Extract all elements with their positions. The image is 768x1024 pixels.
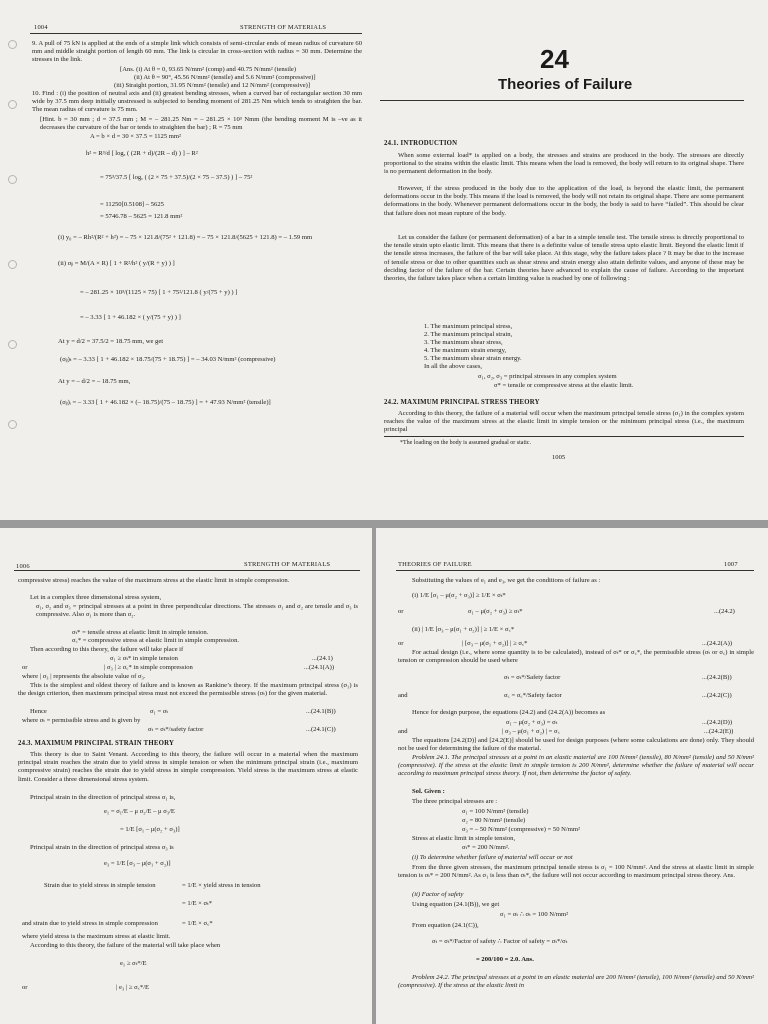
answer: = 200/100 = 2.0. Ans. <box>476 956 534 963</box>
problem-24-2: Problem 24.2. The principal stresses at a point in an elastic material are 200 N/mm² (tensile), 100 N/mm² (tensile) and 50 N/mm² (compressive). If the stress at the elastic limit in <box>398 974 754 990</box>
equation: = 75³/37.5 [ logₑ ( (2 × 75 + 37.5)/(2 × 75 – 37.5) ) ] – 75² <box>100 174 253 181</box>
paragraph: where yield stress is the maximum stress at elastic limit. <box>22 933 171 940</box>
equation: (i) y₀ = – Rh²/(R² + h²) = – 75 × 121.8/(75² + 121.8) = – 75 × 121.8/(5625 + 121.8) = – 1.59 mm <box>58 234 313 241</box>
header-rule <box>30 33 362 34</box>
solution-label: Sol. Given : <box>412 788 445 795</box>
binder-hole <box>8 40 17 49</box>
footnote: *The loading on the body is assumed gradual or static. <box>400 440 531 446</box>
answer-line: (ii) At θ = 90°, 45.56 N/mm² (tensile) and 5.6 N/mm² (compressive)] <box>134 74 316 81</box>
binder-hole <box>8 420 17 429</box>
paragraph: In all the above cases, <box>424 363 483 370</box>
equation: h² = R³/d [ logₑ ( (2R + d)/(2R – d) ) ] – R² <box>86 150 198 157</box>
paragraph: According to this theory, the failure of the material will take place when <box>30 942 221 949</box>
paragraph: Principal strain in the direction of principal stress σ₁ is, <box>30 794 176 801</box>
paragraph: where σₜ = permissible stress and is given by <box>22 717 141 724</box>
paragraph: When some external load* is applied on a body, the stresses and strains are produced in the body. The stresses are directly proportional to the strains within the elastic limit. This means when the load is removed, the body will return to its original shape. There is no permanent deformation in the body. <box>384 152 744 176</box>
equation: σ₁ ≥ σₜ* in simple tension <box>110 655 178 662</box>
paragraph: This theory is due to Saint Venant. According to this theory, the failure will occur in a material when the maximum principal strain reaches the strain due to yield stress in simple tension or when the minimum principal strain (i.e., maximum compressive strain) reaches the strain due to yield stress in simple compression. Yield stress is the maximum stress at elastic limit. Consider a three dimensional stress system. <box>18 751 358 783</box>
equation: | σ₃ – μ(σ₁ + σ₂) | = σ꜀ <box>502 728 560 735</box>
binder-hole <box>8 175 17 184</box>
conjunction: and <box>398 692 408 699</box>
page-number: 1004 <box>34 24 48 31</box>
section-heading: 24.1. INTRODUCTION <box>384 140 458 147</box>
problem-24-1: Problem 24.1. The principal stresses at a point in an elastic material are 100 N/mm² (tensile), 80 N/mm² (tensile) and 50 N/mm² (compressive). If the stress at the elastic limit in simple tension is 200 N/mm², determine whether the failure of material will occur according to maximum principal stress theory. If not, then determine the factor of safety. <box>398 754 754 778</box>
conjunction: or <box>22 664 28 671</box>
running-head: STRENGTH OF MATERIALS <box>240 24 327 31</box>
list-item: 4. The maximum strain energy, <box>424 347 507 354</box>
paragraph: From equation (24.1(C)), <box>412 922 479 929</box>
section-heading: 24.3. MAXIMUM PRINCIPAL STRAIN THEORY <box>18 740 175 747</box>
list-item: 1. The maximum principal stress, <box>424 323 513 330</box>
paragraph: compressive stress) reaches the value of the maximum stress at the elastic limit in simple compression. <box>18 577 290 584</box>
conjunction: and <box>398 728 408 735</box>
equation-number: ...(24.2(B)) <box>702 674 732 681</box>
definition: σ₁, σ₂ and σ₃ = principal stresses at a point in three perpendicular directions. The stresses σ₁ and σ₂ are tensile and σ₃ is compressive. Also σ₁ is more than σ₂. <box>36 603 358 619</box>
chapter-title: Theories of Failure <box>498 76 633 93</box>
equation-number: ...(24.2(D)) <box>702 719 733 726</box>
equation: | σ₃ | ≥ σ꜀* in simple compression <box>104 664 193 671</box>
equation-number: ...(24.2(C)) <box>702 692 732 699</box>
chapter-rule <box>380 100 744 101</box>
answer-line: [Ans. (i) At θ = 0, 93.65 N/mm² (comp) and 40.75 N/mm² (tensile) <box>120 66 297 73</box>
equation: σ₂ = 80 N/mm² (tensile) <box>462 817 526 824</box>
section-heading: 24.2. MAXIMUM PRINCIPAL STRESS THEORY <box>384 399 540 406</box>
header-rule <box>14 570 360 571</box>
equation: | e₃ | ≥ σ꜀*/E <box>116 984 150 991</box>
equation: At y = d/2 = 37.5/2 = 18.75 mm, we get <box>58 338 164 345</box>
equation: (σᵦ)ᵢ = – 3.33 [ 1 + 46.182 × (– 18.75)/(75 – 18.75) ] = + 47.93 N/mm² (tensile)] <box>60 399 271 406</box>
equation: σ₁ – μ(σ₂ + σ₃) ≥ σₜ* <box>468 608 523 615</box>
definition: σ꜀* = compressive stress at elastic limit in simple compression. <box>72 637 240 644</box>
equation: σ꜀ = σ꜀*/Safety factor <box>504 692 562 699</box>
equation-number: ...(24.1) <box>312 655 333 662</box>
page-1006 <box>0 528 372 1024</box>
paragraph: Principal strain in the direction of principal stress σ₃ is <box>30 844 174 851</box>
paragraph: Using equation (24.1(B)), we get <box>412 901 500 908</box>
equation: σ₁ = σₜ ∴ σₜ = 100 N/mm² <box>500 911 569 918</box>
equation: σₜ = σₜ*/Factor of safety ∴ Factor of safety = σₜ*/σₜ <box>432 938 568 945</box>
subheading: (ii) Factor of safety <box>412 891 464 898</box>
problem-10: 10. Find : (i) the position of neutral axis and (ii) greatest bending stresses, when a curved bar of rectangular section 30 mm wide by 37.5 mm deep initially unstressed is subjected to bending moment of 281.25 Nm which tends to straighten the bar. The mean radius of curvature is 75 mm. <box>32 90 362 114</box>
equation: σ₁ – μ(σ₂ + σ₃) = σₜ <box>506 719 558 726</box>
equation: e₃ = 1/E [σ₃ – μ(σ₁ + σ₂)] <box>104 860 171 867</box>
equation: = 1/E [σ₁ – μ(σ₂ + σ₃)] <box>120 826 180 833</box>
equation-number: ...(24.2(A)) <box>702 640 733 647</box>
equation-number: ...(24.2(E)) <box>704 728 734 735</box>
paragraph: and strain due to yield stress in simple compression <box>22 920 158 927</box>
page-number: 1006 <box>16 563 30 570</box>
word: Hence <box>30 708 47 715</box>
paragraph: However, if the stress produced in the body due to the application of the load, is beyond the elastic limit, the permanent deformations occur in the body. This means if the load is removed, the body will not retain its original shape. There are some permanent deformations in the body. Whenever permanent deformations occur in the body, the body is said to have “failed”. This should be clear that failure does not mean rupture of the body. <box>384 185 744 217</box>
equation: = – 281.25 × 10³/(1125 × 75) [ 1 + 75²/121.8 ( y/(75 + y) ) ] <box>80 289 238 296</box>
binder-hole <box>8 340 17 349</box>
paragraph: Then according to this theory, the failure will take place if <box>30 646 184 653</box>
paragraph: Let in a complex three dimensional stress system, <box>30 594 162 601</box>
equation: σₜ* = 200 N/mm². <box>462 844 510 851</box>
paragraph: According to this theory, the failure of a material will occur when the maximum principal tensile stress (σ₁) in the complex system reaches the value of the maximum stress at the elastic limit in simple tension or the minimum principal stress (i.e., the maximum principal <box>384 410 744 434</box>
equation: σ₁ = σₜ <box>150 708 169 715</box>
running-head: THEORIES OF FAILURE <box>398 561 472 568</box>
list-item: 5. The maximum shear strain energy. <box>424 355 522 362</box>
equation: At y = – d/2 = – 18.75 mm, <box>58 378 131 385</box>
equation-number: ...(24.1(B)) <box>306 708 336 715</box>
equation: σ* = tensile or compressive stress at the elastic limit. <box>494 382 634 389</box>
paragraph: This is the simplest and oldest theory of failure and is known as Rankine’s theory. If the maximum principal stress (σ₁) is the design criterion, then maximum principal stress must not exceed the permissible stress (σₜ) for the given material. <box>18 682 358 698</box>
paragraph: The equations [24.2(D)] and [24.2(E)] should be used for design purposes (where some calculations are done) only. They should not be used for determining the failure of the material. <box>398 737 754 753</box>
paragraph: For actual design (i.e., where some quantity is to be calculated), instead of σₜ* or σ꜀*, the permissible stress (σₜ or σ꜀) in simple tension or compression should be used where <box>398 649 754 665</box>
equation: σₜ = σₜ*/Safety factor <box>504 674 561 681</box>
equation: σ₁, σ₂, σ₃ = principal stresses in any complex system <box>478 373 617 380</box>
equation: σ₃ = – 50 N/mm² (compressive) = 50 N/mm² <box>462 826 580 833</box>
paragraph: The three principal stresses are : <box>412 798 498 805</box>
subheading: (i) To determine whether failure of material will occur or not <box>412 854 573 861</box>
page-number: 1007 <box>724 561 738 568</box>
problem-9: 9. A pull of 75 kN is applied at the ends of a simple link which consists of semi-circular ends of mean radius of curvature 60 mm and middle straight portion of length 60 mm. The link is circular in cross-section with radius = 30 mm. Determine the stresses in the link. <box>32 40 362 64</box>
header-rule <box>396 570 754 571</box>
conjunction: or <box>22 984 28 991</box>
equation: (ii) | 1/E [σ₃ – μ(σ₁ + σ₂)] | ≥ 1/E × σ꜀* <box>412 626 515 633</box>
equation-number: ...(24.1(A)) <box>304 664 335 671</box>
paragraph: Strain due to yield stress in simple tension <box>44 882 156 889</box>
equation: σ₁ = 100 N/mm² (tensile) <box>462 808 529 815</box>
equation: (σᵦ)ₜ = – 3.33 [ 1 + 46.182 × 18.75/(75 + 18.75) ] = – 34.03 N/mm² (compressive) <box>60 356 276 363</box>
definition: σₜ* = tensile stress at elastic limit in simple tension. <box>72 629 209 636</box>
equation: (ii) σᵦ = M/(A × R) [ 1 + R²/h² ( y/(R + y) ) ] <box>58 260 175 267</box>
equation: e₁ ≥ σₜ*/E <box>120 960 147 967</box>
chapter-number: 24 <box>540 44 569 74</box>
equation-number: ...(24.2) <box>714 608 735 615</box>
conjunction: or <box>398 640 404 647</box>
equation: e₁ = σ₁/E – μ σ₂/E – μ σ₃/E <box>104 808 175 815</box>
hint: [Hint. b = 30 mm ; d = 37.5 mm ; M = – 281.25 Nm = – 281.25 × 10³ Nmm (the bending moment M is –ve as it decreases the curvature of the bar or tends to straighten the bar) ; R = 75 mm <box>40 116 362 132</box>
paragraph: Stress at elastic limit in simple tension, <box>412 835 516 842</box>
equation: = 5746.78 – 5625 = 121.8 mm² <box>100 213 183 220</box>
equation: | [σ₃ – μ(σ₁ + σ₂)] | ≥ σ꜀* <box>462 640 528 647</box>
equation: = – 3.33 [ 1 + 46.182 × ( y/(75 + y) ) ] <box>80 314 181 321</box>
running-head: STRENGTH OF MATERIALS <box>244 561 331 568</box>
equation: = 1/E × σₜ* <box>182 900 213 907</box>
page-1007 <box>376 528 768 1024</box>
equation: (i) 1/E [σ₁ – μ(σ₂ + σ₃)] ≥ 1/E × σₜ* <box>412 592 506 599</box>
equation: = 1/E × yield stress in tension <box>182 882 261 889</box>
page-number: 1005 <box>552 454 566 461</box>
footnote-rule <box>384 436 744 437</box>
equation: σₜ = σₜ*/safety factor <box>148 726 204 733</box>
equation: = 11250[0.5108] – 5625 <box>100 201 164 208</box>
conjunction: or <box>398 608 404 615</box>
answer-line: (iii) Straight portion, 31.95 N/mm² (tensile) and 12 N/mm² (compressive)] <box>114 82 311 89</box>
binder-hole <box>8 100 17 109</box>
paragraph: Hence for design purpose, the equations (24.2) and (24.2(A)) becomes as <box>412 709 606 716</box>
equation: A = b × d = 30 × 37.5 = 1125 mm² <box>90 133 182 140</box>
equation-number: ...(24.1(C)) <box>306 726 336 733</box>
list-item: 2. The maximum principal strain, <box>424 331 513 338</box>
equation: = 1/E × σ꜀* <box>182 920 213 927</box>
paragraph: Let us consider the failure (or permanent deformation) of a bar in a simple tensile test. The tensile stress is directly proportional to the tensile strain upto elastic limit. This means that there is a definite value of tensile stress upto elastic limit. Beyond the elastic limit if the tensile stress increases, the failure of the bar will take place. At this stage, why the failure takes place ? It may be due to the increase of tensile stress or due to other quantities such as shear stress and strain energy also attain definite values, and anyone of these may be deciding factor of the failure of the bar. Certain theories have advanced to explain the cause of failure. According to the important theories, the failure takes place when a certain limiting value is reached by one of following : <box>384 234 744 283</box>
list-item: 3. The maximum shear stress, <box>424 339 503 346</box>
binder-hole <box>8 260 17 269</box>
paragraph: Substituting the values of e₁ and e₃, we get the conditions of failure as : <box>412 577 601 584</box>
paragraph: From the three given stresses, the maximum principal tensile stress is σ₁ = 100 N/mm². And the stress at elastic limit in simple tension is σₜ* = 200 N/mm². As σ₁ is less than σₜ*, the failure will not occur according to maximum principal stress theory. Ans. <box>398 864 754 880</box>
paragraph: where | σ₃ | represents the absolute value of σ₃. <box>22 673 146 680</box>
